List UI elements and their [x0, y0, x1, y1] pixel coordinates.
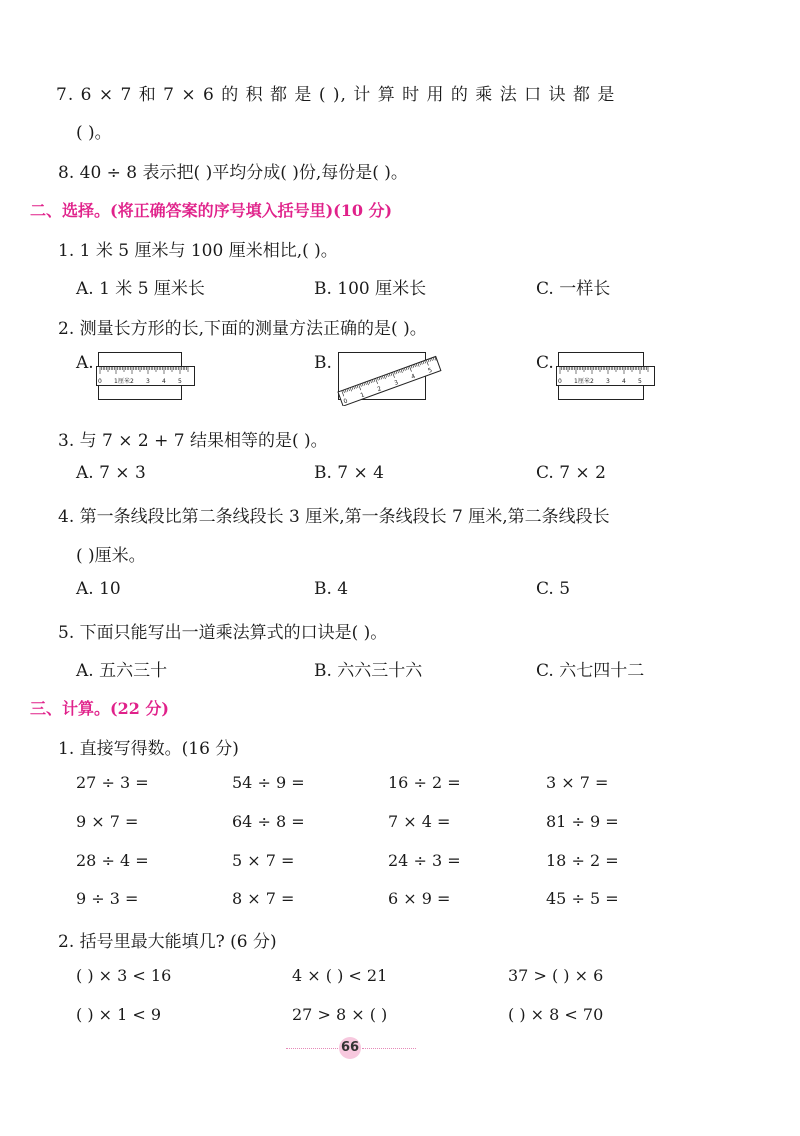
- svg-text:1: 1: [574, 378, 578, 385]
- s2-q3-option-c: C. 7 × 2: [536, 463, 606, 483]
- blank-item: 27 > 8 × ( ): [292, 1005, 388, 1024]
- calc-item: 28 ÷ 4 =: [76, 851, 149, 870]
- s2-q5-option-a: A. 五六三十: [76, 661, 168, 681]
- calc-item: 45 ÷ 5 =: [546, 889, 619, 908]
- svg-text:0: 0: [342, 397, 349, 406]
- blank-item: ( ) × 3 < 16: [76, 966, 172, 985]
- s2-q1-option-a: A. 1 米 5 厘米长: [76, 279, 205, 299]
- calc-item: 64 ÷ 8 =: [232, 812, 305, 831]
- svg-text:2: 2: [130, 378, 134, 385]
- calc-item: 5 × 7 =: [232, 851, 295, 870]
- calc-item: 9 × 7 =: [76, 812, 139, 831]
- blank-item: ( ) × 1 < 9: [76, 1005, 162, 1024]
- s2-q4-option-c: C. 5: [536, 579, 571, 599]
- svg-text:3: 3: [606, 378, 610, 385]
- s2-q2-option-c: C.: [536, 353, 554, 373]
- section-2-title: 二、选择。(将正确答案的序号填入括号里)(10 分): [30, 201, 393, 220]
- question-7-line-1: 7. 6 × 7 和 7 × 6 的 积 都 是 ( ), 计 算 时 用 的 乘 法 口 诀 都 是: [56, 85, 616, 105]
- blank-item: 4 × ( ) < 21: [292, 966, 388, 985]
- s3-q2-stem: 2. 括号里最大能填几? (6 分): [58, 932, 277, 952]
- svg-text:2: 2: [376, 385, 383, 394]
- svg-text:4: 4: [622, 378, 626, 385]
- calc-item: 27 ÷ 3 =: [76, 773, 149, 792]
- s2-q1-stem: 1. 1 米 5 厘米与 100 厘米相比,( )。: [58, 241, 338, 261]
- calc-item: 3 × 7 =: [546, 773, 609, 792]
- calc-item: 6 × 9 =: [388, 889, 451, 908]
- calc-item: 16 ÷ 2 =: [388, 773, 461, 792]
- s2-q2-option-a: A.: [76, 353, 94, 373]
- svg-text:1: 1: [359, 391, 366, 400]
- blank-item: 37 > ( ) × 6: [508, 966, 604, 985]
- ruler-a-icon: [96, 366, 196, 388]
- calc-item: 81 ÷ 9 =: [546, 812, 619, 831]
- svg-text:1: 1: [114, 378, 118, 385]
- svg-text:3: 3: [393, 379, 400, 387]
- s3-q1-stem: 1. 直接写得数。(16 分): [58, 739, 239, 759]
- question-7-line-2: ( )。: [76, 123, 112, 143]
- calc-item: 7 × 4 =: [388, 812, 451, 831]
- calc-item: 18 ÷ 2 =: [546, 851, 619, 870]
- s2-q5-option-b: B. 六六三十六: [314, 661, 423, 681]
- blank-item: ( ) × 8 < 70: [508, 1005, 604, 1024]
- calc-item: 54 ÷ 9 =: [232, 773, 305, 792]
- footer-divider-left: [286, 1048, 340, 1049]
- s2-q5-option-c: C. 六七四十二: [536, 661, 645, 681]
- s2-q3-stem: 3. 与 7 × 2 + 7 结果相等的是( )。: [58, 431, 328, 451]
- page-number: 66: [339, 1037, 361, 1059]
- s2-q4-option-a: A. 10: [76, 579, 121, 599]
- s2-q2-stem: 2. 测量长方形的长,下面的测量方法正确的是( )。: [58, 319, 427, 339]
- ruler-c-icon: [556, 366, 656, 388]
- calc-item: 8 × 7 =: [232, 889, 295, 908]
- s2-q4-option-b: B. 4: [314, 579, 349, 599]
- svg-text:2: 2: [590, 378, 594, 385]
- svg-text:厘米: 厘米: [578, 378, 591, 385]
- section-3-title: 三、计算。(22 分): [30, 699, 169, 718]
- svg-text:5: 5: [427, 366, 434, 375]
- svg-text:5: 5: [178, 378, 182, 385]
- s2-q3-option-a: A. 7 × 3: [76, 463, 146, 483]
- s2-q5-stem: 5. 下面只能写出一道乘法算式的口诀是( )。: [58, 623, 388, 643]
- s2-q4-stem-line-1: 4. 第一条线段比第二条线段长 3 厘米,第一条线段长 7 厘米,第二条线段长: [58, 507, 610, 527]
- calc-item: 9 ÷ 3 =: [76, 889, 139, 908]
- calc-item: 24 ÷ 3 =: [388, 851, 461, 870]
- svg-text:4: 4: [410, 372, 417, 381]
- s2-q1-option-b: B. 100 厘米长: [314, 279, 427, 299]
- svg-text:0: 0: [558, 378, 562, 385]
- svg-text:厘米: 厘米: [118, 378, 131, 385]
- svg-text:3: 3: [146, 378, 150, 385]
- s2-q1-option-c: C. 一样长: [536, 279, 611, 299]
- s2-q2-option-b: B.: [314, 353, 332, 373]
- svg-text:0: 0: [98, 378, 102, 385]
- svg-text:5: 5: [638, 378, 642, 385]
- s2-q3-option-b: B. 7 × 4: [314, 463, 384, 483]
- s2-q4-stem-line-2: ( )厘米。: [76, 546, 146, 566]
- footer-divider-right: [362, 1048, 416, 1049]
- ruler-b-icon: [332, 346, 442, 406]
- svg-text:4: 4: [162, 378, 166, 385]
- question-8: 8. 40 ÷ 8 表示把( )平均分成( )份,每份是( )。: [58, 163, 408, 183]
